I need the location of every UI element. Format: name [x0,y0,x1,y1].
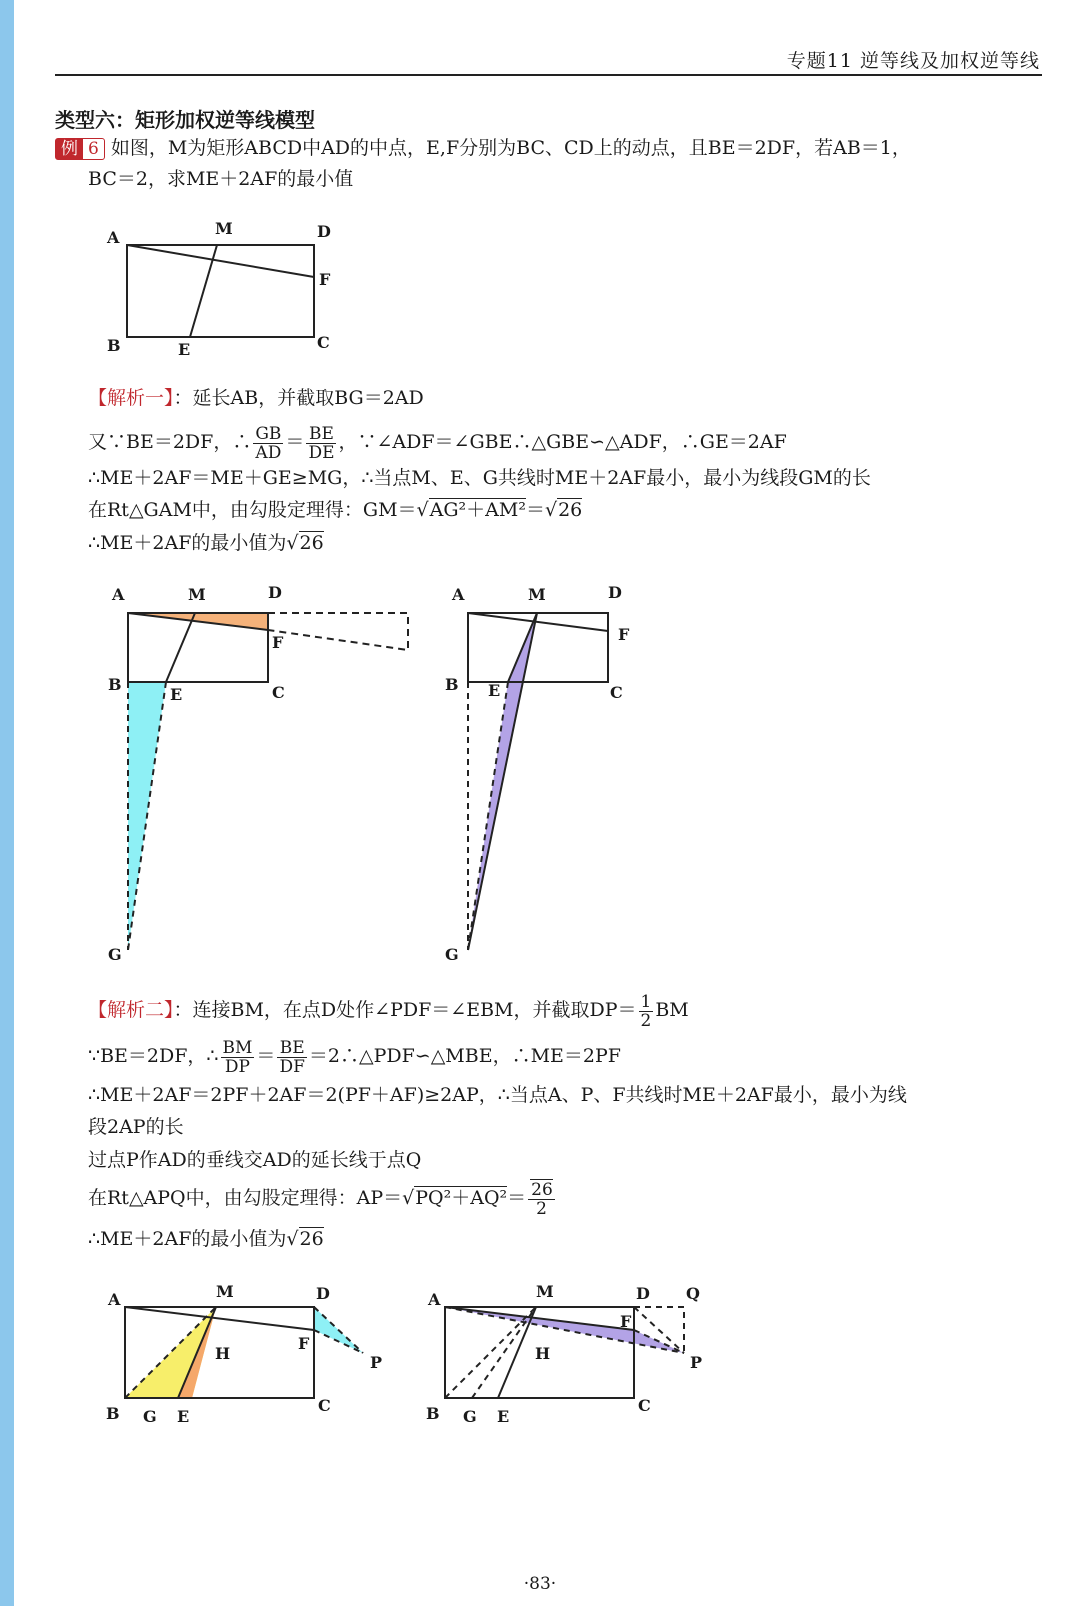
fig1-label-B: B [107,336,121,355]
fig2-label-F: F [272,633,284,652]
fig1-label-F: F [319,270,331,289]
sol1-line-1: 【解析一】：延长AB，并截取BG＝2AD [88,387,424,409]
fig5-label-M: M [536,1282,554,1301]
fig5-label-P: P [690,1353,703,1372]
sol2-line-3: ∴ME＋2AF＝2PF＋2AF＝2(PF＋AF)≥2AP，∴当点A、P、F共线时ME＋2AF最小，最小为线 [88,1084,907,1106]
fig4-label-C: C [318,1396,331,1415]
example-badge: 例 6 [55,138,105,160]
sol2-line-1: 【解析二】：连接BM，在点D处作∠PDF＝∠EBM，并截取DP＝ $\frac{1}{2}$ BM [88,991,689,1031]
example-line-2: BC＝2，求ME＋2AF的最小值 [88,168,354,190]
fig5-label-B: B [426,1404,440,1423]
fig5-label-G: G [463,1407,477,1426]
sol1-line-5: ∴ME＋2AF的最小值为√26 [88,532,324,554]
fig3-label-C: C [610,683,623,702]
fig5-label-A: A [428,1290,441,1309]
fig4-label-D: D [316,1284,330,1303]
fig1-label-D: D [317,222,331,241]
fig4-label-E: E [177,1407,190,1426]
fig1-label-C: C [317,333,330,352]
fig1-label-E: E [178,340,191,359]
sol2-line-2: ∵BE＝2DF，∴ $\frac{BM}{DP}$ ＝ $\frac{BE}{DF}$ ＝2∴△PDF∽△MBE，∴ME＝2PF [88,1037,621,1077]
fig2-label-D: D [268,583,282,602]
fig4-label-F: F [298,1334,310,1353]
fig5-label-F: F [620,1312,632,1331]
fig4-label-M: M [216,1282,234,1301]
fig4-label-G: G [143,1407,157,1426]
fig1-label-M: M [215,219,233,238]
fig4-label-P: P [370,1353,383,1372]
section-title: 类型六：矩形加权逆等线模型 [55,108,315,132]
sol2-line-5: 过点P作AD的垂线交AD的延长线于点Q [88,1149,422,1171]
figure-2 [100,578,420,963]
fig3-label-G: G [445,945,459,963]
fig3-label-F: F [618,625,630,644]
fig5-label-D: D [636,1284,650,1303]
fig3-label-A: A [452,585,465,604]
page-side-stripe [0,0,14,1606]
sol2-tag: 【解析二】 [88,999,174,1021]
fig2-label-E: E [170,685,183,704]
fig5-label-Q: Q [686,1284,700,1303]
sol2-line-6: 在Rt△APQ中，由勾股定理得：AP＝√PQ²＋AQ²＝ $\frac{26}{2}$ [88,1179,553,1219]
fig5-label-H: H [535,1344,551,1363]
fig3-label-M: M [528,585,546,604]
fig2-label-G: G [108,945,122,963]
figure-3 [440,578,660,963]
sol1-line-4: 在Rt△GAM中，由勾股定理得：GM＝√AG²＋AM²＝√26 [88,499,583,521]
fig1-label-A: A [107,228,120,247]
figure-4 [100,1275,400,1435]
header-rule [55,74,1042,76]
page-number: ·83· [523,1574,557,1594]
fig2-label-B: B [108,675,122,694]
fig5-label-E: E [497,1407,510,1426]
figure-1 [95,215,355,360]
fig3-label-B: B [445,675,459,694]
figure-5 [420,1275,720,1435]
running-header: 专题11 逆等线及加权逆等线 [786,50,1040,72]
fig2-label-A: A [112,585,125,604]
sol2-line-7: ∴ME＋2AF的最小值为√26 [88,1228,324,1250]
fig5-label-C: C [638,1396,651,1415]
sol2-line-4: 段2AP的长 [88,1116,184,1138]
example-line-1: 例 6 如图，M为矩形ABCD中AD的中点，E,F分别为BC、CD上的动点，且BE＝2DF，若AB＝1， [55,136,911,160]
fig4-label-B: B [106,1404,120,1423]
fig4-label-H: H [215,1344,231,1363]
fig2-label-C: C [272,683,285,702]
fig4-label-A: A [108,1290,121,1309]
sol1-tag: 【解析一】 [88,387,174,409]
sol1-line-3: ∴ME＋2AF＝ME＋GE≥MG，∴当点M、E、G共线时ME＋2AF最小，最小为线段GM的长 [88,467,871,489]
fig2-label-M: M [188,585,206,604]
fig3-label-D: D [608,583,622,602]
fig3-label-E: E [488,681,501,700]
sol1-line-2: 又∵BE＝2DF，∴ $\frac{GB}{AD}$ ＝ $\frac{BE}{DE}$ ，∵∠ADF＝∠GBE∴△GBE∽△ADF，∴GE＝2AF [88,423,787,463]
